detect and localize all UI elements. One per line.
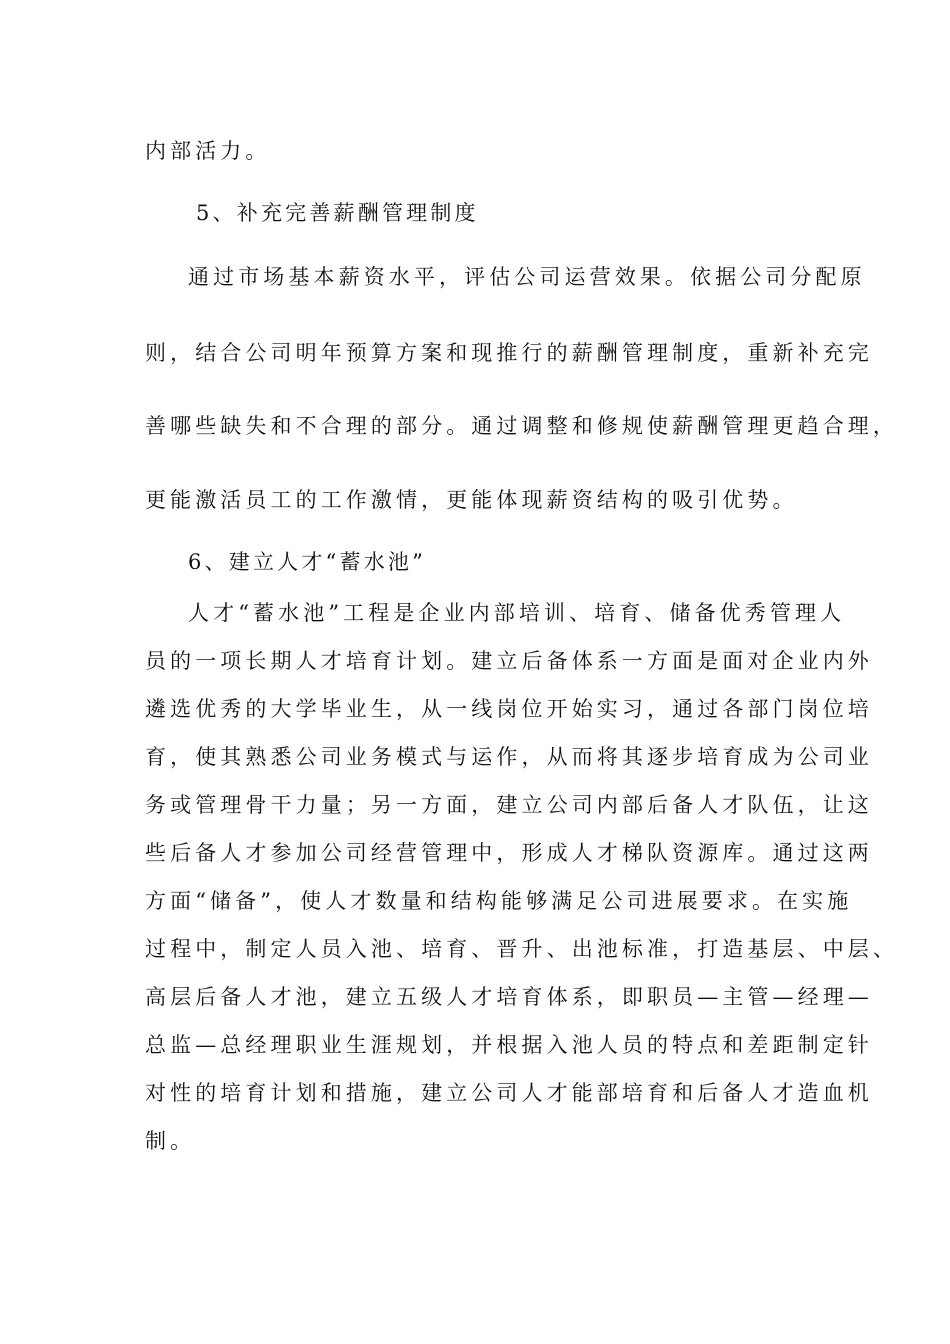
- paragraph-line: 些后备人才参加公司经营管理中，形成人才梯队资源库。通过这两: [145, 841, 873, 865]
- paragraph-line: 内部活力。: [145, 139, 271, 163]
- paragraph-line: 遴选优秀的大学毕业生，从一线岗位开始实习，通过各部门岗位培: [145, 697, 873, 721]
- paragraph-line: 对性的培育计划和措施，建立公司人才能部培育和后备人才造血机: [145, 1081, 873, 1105]
- paragraph-line: 制。: [145, 1129, 196, 1153]
- paragraph-line: 育，使其熟悉公司业务模式与运作，从而将其逐步培育成为公司业: [145, 745, 873, 769]
- paragraph-line: 方面“储备”，使人才数量和结构能够满足公司进展要求。在实施: [145, 889, 853, 913]
- paragraph-line: 员的一项长期人才培育计划。建立后备体系一方面是面对企业内外: [145, 649, 873, 673]
- paragraph-line: 通过市场基本薪资水平，评估公司运营效果。依据公司分配原: [188, 265, 866, 289]
- paragraph-line: 人才“蓄水池”工程是企业内部培训、培育、储备优秀管理人: [188, 601, 846, 625]
- paragraph-line: 善哪些缺失和不合理的部分。通过调整和修规使薪酬管理更趋合理，: [145, 414, 898, 438]
- paragraph-line: 高层后备人才池，建立五级人才培育体系，即职员—主管—经理—: [145, 985, 873, 1009]
- section-heading-5: 5、补充完善薪酬管理制度: [196, 201, 479, 225]
- paragraph-line: 总监—总经理职业生涯规划，并根据入池人员的特点和差距制定针: [145, 1033, 873, 1057]
- paragraph-line: 更能激活员工的工作激情，更能体现薪资结构的吸引优势。: [145, 488, 798, 512]
- paragraph-line: 则，结合公司明年预算方案和现推行的薪酬管理制度，重新补充完: [145, 341, 873, 365]
- paragraph-line: 过程中，制定人员入池、培育、晋升、出池标准，打造基层、中层、: [145, 937, 898, 961]
- section-heading-6: 6、建立人才“蓄水池”: [188, 550, 427, 574]
- paragraph-line: 务或管理骨干力量；另一方面，建立公司内部后备人才队伍，让这: [145, 793, 873, 817]
